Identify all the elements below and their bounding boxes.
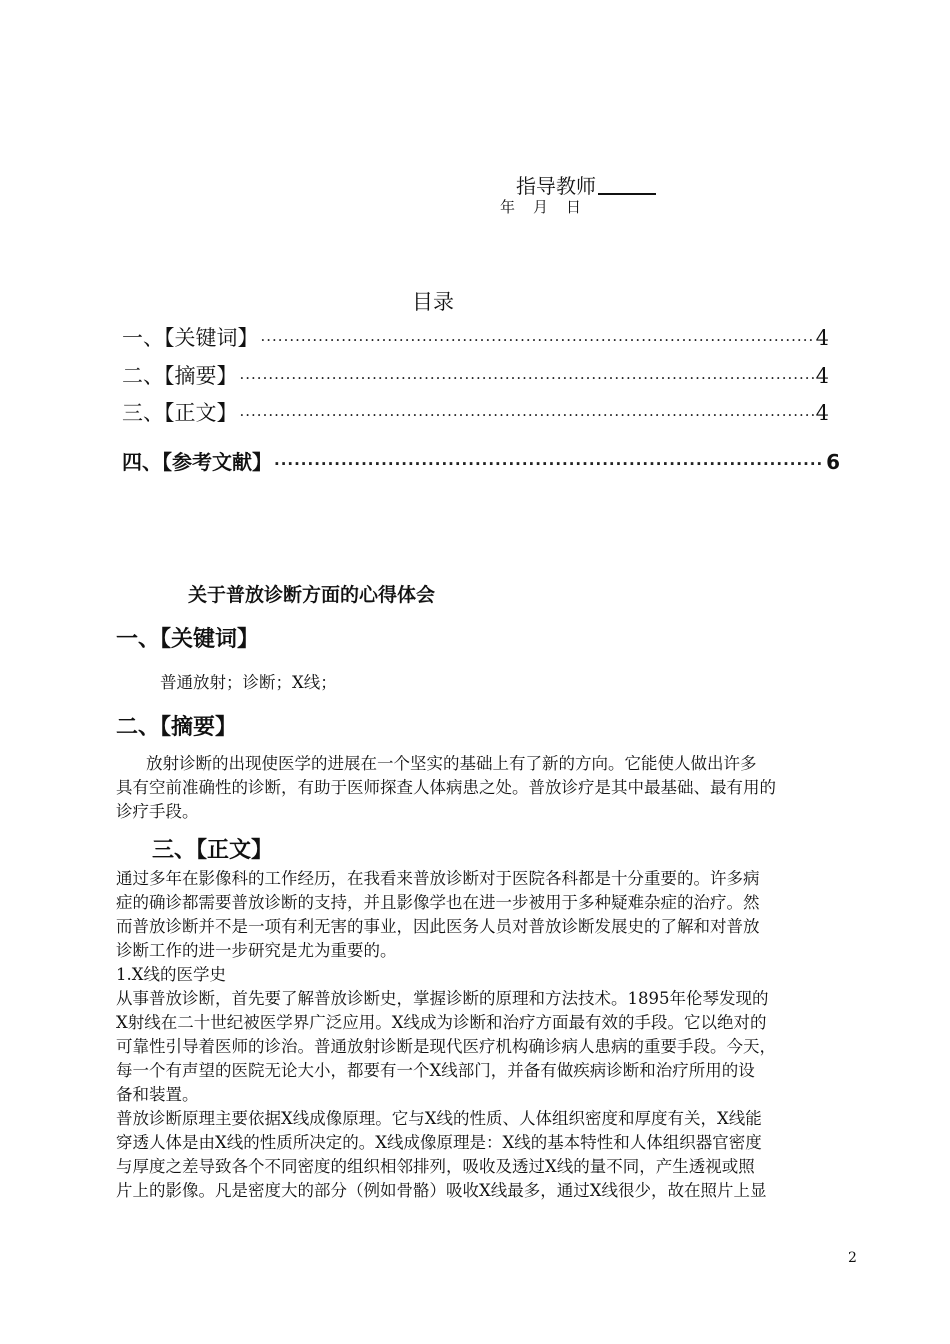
body-line: 而普放诊断并不是一项有利无害的事业，因此医务人员对普放诊断发展史的了解和对普放 — [116, 917, 760, 936]
toc-item-label: 三、【正文】 — [122, 401, 238, 425]
abstract-heading: 二、【摘要】 — [116, 715, 238, 740]
abstract-line: 具有空前准确性的诊断，有助于医师探查人体病患之处。普放诊疗是其中最基础、最有用的 — [116, 778, 776, 797]
body-line: 可靠性引导着医师的诊治。普通放射诊断是现代医疗机构确诊病人患病的重要手段。今天， — [116, 1037, 776, 1056]
body-heading: 三、【正文】 — [152, 838, 274, 863]
toc-item-page: 4 — [815, 326, 829, 350]
body-line: 普放诊断原理主要依据X线成像原理。它与X线的性质、人体组织密度和厚度有关，X线能 — [116, 1109, 762, 1128]
abstract-paragraph — [116, 752, 858, 824]
date-day: 日 — [566, 198, 582, 216]
toc-leader — [274, 455, 824, 473]
date-month: 月 — [533, 198, 549, 216]
body-line: X射线在二十世纪被医学界广泛应用。X线成为诊断和治疗方面最有效的手段。它以绝对的 — [116, 1013, 767, 1032]
body-line: 穿透人体是由X线的性质所决定的。X线成像原理是：X线的基本特性和人体组织器官密度 — [116, 1133, 762, 1152]
toc-item-keywords[interactable] — [122, 322, 829, 352]
date-year: 年 — [500, 198, 516, 216]
body-line: 备和装置。 — [116, 1085, 199, 1104]
body-text — [116, 867, 858, 1203]
body-line: 每一个有声望的医院无论大小，都要有一个X线部门，并备有做疾病诊断和治疗所用的设 — [116, 1061, 755, 1080]
keywords-text: 普通放射；诊断；X线； — [160, 673, 337, 692]
keywords-heading: 一、【关键词】 — [116, 627, 260, 652]
toc-item-references[interactable] — [122, 446, 840, 475]
toc-item-page: 6 — [826, 450, 840, 474]
toc-item-page: 4 — [815, 401, 829, 425]
toc-item-label: 二、【摘要】 — [122, 364, 238, 388]
body-line: 从事普放诊断，首先要了解普放诊断史，掌握诊断的原理和方法技术。1895年伦琴发现的 — [116, 989, 769, 1008]
advisor-label: 指导教师 — [516, 174, 596, 198]
toc-item-abstract[interactable] — [122, 360, 829, 390]
body-line: 诊断工作的进一步研究是尤为重要的。 — [116, 941, 397, 960]
signature-blank — [598, 173, 656, 195]
abstract-line: 诊疗手段。 — [116, 802, 199, 821]
toc-leader — [240, 369, 814, 387]
toc-title: 目录 — [412, 290, 454, 314]
body-line: 与厚度之差导致各个不同密度的组织相邻排列，吸收及透过X线的量不同，产生透视或照 — [116, 1157, 755, 1176]
toc-leader — [261, 331, 814, 349]
date-line — [500, 196, 599, 217]
subsection-heading: 1.X线的医学史 — [116, 965, 226, 984]
body-line: 症的确诊都需要普放诊断的支持，并且影像学也在进一步被用于多种疑难杂症的治疗。然 — [116, 893, 760, 912]
toc-item-page: 4 — [815, 364, 829, 388]
body-line: 片上的影像。凡是密度大的部分（例如骨骼）吸收X线最多，通过X线很少，故在照片上显 — [116, 1181, 767, 1200]
abstract-line: 放射诊断的出现使医学的进展在一个坚实的基础上有了新的方向。它能使人做出许多 — [146, 754, 757, 773]
toc-leader — [240, 406, 814, 424]
toc-item-label: 四、【参考文献】 — [122, 450, 272, 474]
toc-item-label: 一、【关键词】 — [122, 326, 259, 350]
advisor-signature-line — [516, 170, 656, 199]
page-number: 2 — [848, 1250, 857, 1266]
document-title: 关于普放诊断方面的心得体会 — [188, 584, 436, 606]
toc-item-body[interactable] — [122, 397, 829, 427]
body-line: 通过多年在影像科的工作经历，在我看来普放诊断对于医院各科都是十分重要的。许多病 — [116, 869, 760, 888]
